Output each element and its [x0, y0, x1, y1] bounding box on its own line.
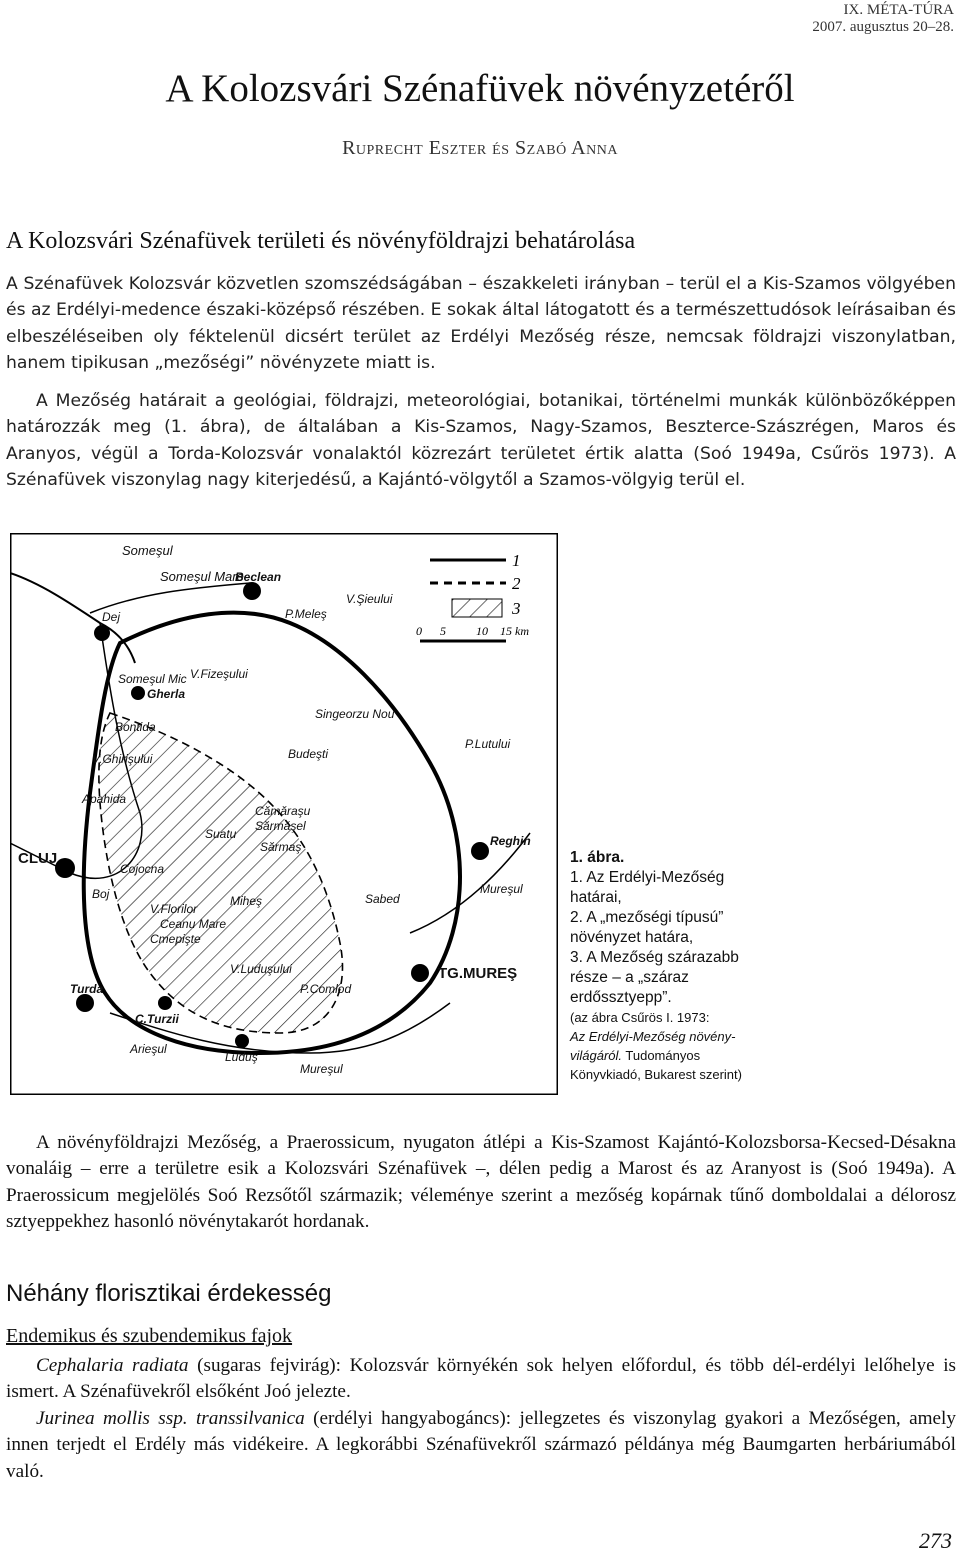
species-name: Cephalaria radiata [36, 1355, 189, 1376]
caption-source-title-cont [570, 1046, 810, 1065]
map-label-dej: Dej [102, 610, 121, 624]
species-description: (erdélyi hangyabogáncs): jellegzetes és viszonylag gyakori a Mezőségen, amely innen terjedt el Erdély más vidékeire. A legkorábbi Szénafüvekről származó példánya még Baumgarten herbáriumából való. [6, 1408, 956, 1482]
town-cluj-dot [55, 858, 75, 878]
map-label-somesul-mare: Someşul Mare [160, 569, 244, 584]
map-label-p-lutului: P.Lutului [465, 737, 511, 751]
event-date: 2007. augusztus 20–28. [812, 19, 954, 35]
map-label-gherla: Gherla [147, 687, 186, 701]
event-name: IX. MÉTA-TÚRA [843, 2, 954, 18]
caption-line: 2. A „mezőségi típusú” [570, 909, 724, 926]
town-gherla-dot [131, 686, 145, 700]
page-number: 273 [919, 1528, 952, 1553]
species-description: (sugaras fejvirág): Kolozsvár környékén sok helyen előfordul, és több dél-erdélyi lelőhelye is ismert. A Szénafüvekről elsőként Joó jelezte. [6, 1355, 957, 1403]
map-label-v-florilor: V.Florilor [150, 902, 198, 916]
map-label-cojocna: Cojocna [120, 862, 165, 876]
map-label-p-meles: P.Meleş [285, 607, 327, 621]
map-label-ariesul: Arieşul [130, 1042, 167, 1056]
caption-line: része – a „száraz [570, 969, 689, 986]
caption-line: növényzet határa, [570, 929, 694, 946]
caption-source-title-italic: világáról. [570, 1048, 623, 1063]
map-label-mures-river: Mureşul [480, 882, 523, 896]
species-subspecies: transsilvanica [187, 1408, 305, 1429]
caption-line: határai, [570, 889, 622, 906]
map-label-v-ghirisului: V.Ghirişului [92, 752, 153, 766]
legend-label-1: 1 [512, 551, 521, 570]
map-label-v-ludusului: V.Luduşului [230, 962, 292, 976]
map-label-beclean: Beclean [235, 570, 282, 584]
legend-label-3: 3 [512, 599, 521, 618]
map-label-turda: Turda [70, 982, 104, 996]
subsection-heading: Endemikus és szubendemikus fajok [6, 1325, 293, 1347]
species-cephalaria [6, 1353, 956, 1406]
map-label-sarmasel: Sărmăşel [255, 819, 306, 833]
caption-line: 3. A Mezőség szárazabb [570, 949, 739, 966]
town-tgmures-dot [411, 964, 429, 982]
map-label-apahida: Apahida [82, 792, 127, 806]
figure-caption [570, 848, 810, 1084]
map-label-muresul-bottom: Mureşul [300, 1062, 343, 1076]
caption-source-title: Az Erdélyi-Mezőség növény- [570, 1029, 736, 1044]
town-dej-dot [94, 625, 110, 641]
map-label-cmepiste: Cmepişte [150, 932, 201, 946]
map-label-v-fizesului: V.Fizeşului [190, 667, 248, 681]
map-label-singeorzu-nou: Singeorzu Nou [315, 707, 395, 721]
paragraph-2: A Mezőség határait a geológiai, földrajzi, meteorológiai, botanikai, történelmi munkák különbözőképpen határozzák meg (1. ábra), de általában a Kis-Szamos, Nagy-Szamos, Beszterce-Szászrégen, Maros és Aranyos, végül a Torda-Kolozsvár vonalaktól közrezárt területet értik alatta (Soó 1949a, Csűrös 1973). A Szénafüvek viszonylag nagy kiterjedésű, a Kajántó-völgytől a Szamos-völgyig terül el. [6, 391, 956, 490]
section-heading: A Kolozsvári Szénafüvek területi és növényföldrajzi behatárolása [6, 228, 636, 254]
map-label-boj: Boj [92, 887, 110, 901]
map-label-somesul: Someşul [122, 543, 173, 558]
paragraph-1: A Szénafüvek Kolozsvár közvetlen szomszédságában – északkeleti irányban – terül el a Kis-Szamos völgyében és az Erdélyi-medence északi-középső részében. E sokak által látogatott és a természettudósok leírásaiban és elbeszéléseiben oly féktelenül dicsért terület az Erdélyi Mezőség része, nemcsak földrajzi viszonylatban, hanem tipikusan „mezőségi” növényzete miatt is. [6, 274, 956, 373]
map-label-cluj: CLUJ [18, 850, 58, 867]
mezoseg-map [10, 533, 558, 1095]
map-label-ludus: Luduş [225, 1050, 258, 1064]
map-label-suatu: Suatu [205, 827, 237, 841]
map-label-ceanu-mare: Ceanu Mare [160, 917, 227, 931]
scale-10: 10 [476, 624, 488, 638]
town-beclean-dot [243, 582, 261, 600]
caption-line: 1. Az Erdélyi-Mezőség [570, 869, 725, 886]
legend-label-2: 2 [512, 574, 521, 593]
map-label-sabed: Sabed [365, 892, 400, 906]
town-turda-dot [76, 994, 94, 1012]
scale-5: 5 [440, 624, 446, 638]
map-label-reghin: Reghin [490, 834, 531, 848]
map-label-camarasu: Cămăraşu [255, 804, 311, 818]
map-label-v-sieului: V.Şieului [346, 592, 393, 606]
map-label-budesti: Budeşti [288, 747, 329, 761]
town-ludus-dot [235, 1034, 249, 1048]
map-label-c-turzii: C.Turzii [135, 1012, 179, 1026]
map-label-p-comlod: P.Comlod [300, 982, 352, 996]
legend-box-3 [452, 599, 502, 617]
species-jurinea [6, 1406, 956, 1485]
town-cturzii-dot [158, 996, 172, 1010]
caption-source-publisher-line: Könyvkiadó, Bukarest szerint) [570, 1067, 742, 1082]
caption-source-line: (az ábra Csűrös I. 1973: [570, 1010, 710, 1025]
map-label-tg-mures: TG.MUREŞ [438, 965, 518, 982]
map-label-mihes: Miheş [230, 894, 263, 908]
map-label-somesul-mic: Someşul Mic [118, 672, 187, 686]
article-authors: Ruprecht Eszter és Szabó Anna [342, 137, 618, 159]
scale-15: 15 km [500, 624, 529, 638]
species-name: Jurinea mollis ssp. [36, 1408, 188, 1429]
section-heading-2: Néhány florisztikai érdekesség [6, 1280, 332, 1307]
caption-line: erdőssztyepp”. [570, 989, 672, 1006]
paragraph-3: A növényföldrajzi Mezőség, a Praerossicum, nyugaton átlépi a Kis-Szamost Kajántó-Kolozsborsa-Kecsed-Désakna vonaláig – erre a területre esik a Kolozsvári Szénafüvek –, délen pedig a Marost és az Aranyost is (Soó 1949a). A Praerossicum megjelölés Soó Rezsőtől származik; véleménye szerint a mezőség kopárnak tűnő domboldalai a délorosz sztyeppekhez hasonló növénytakarót hordanak. [6, 1132, 956, 1232]
scale-0: 0 [416, 624, 422, 638]
article-title: A Kolozsvári Szénafüvek növényzetéről [165, 67, 795, 110]
map-label-bontida: Bontida [115, 720, 156, 734]
event-info [812, 2, 954, 36]
map-label-sarmas: Sărmaş [260, 840, 302, 854]
caption-figure-number: 1. ábra. [570, 849, 625, 866]
caption-source-publisher: Tudományos [622, 1048, 701, 1063]
town-reghin-dot [471, 842, 489, 860]
